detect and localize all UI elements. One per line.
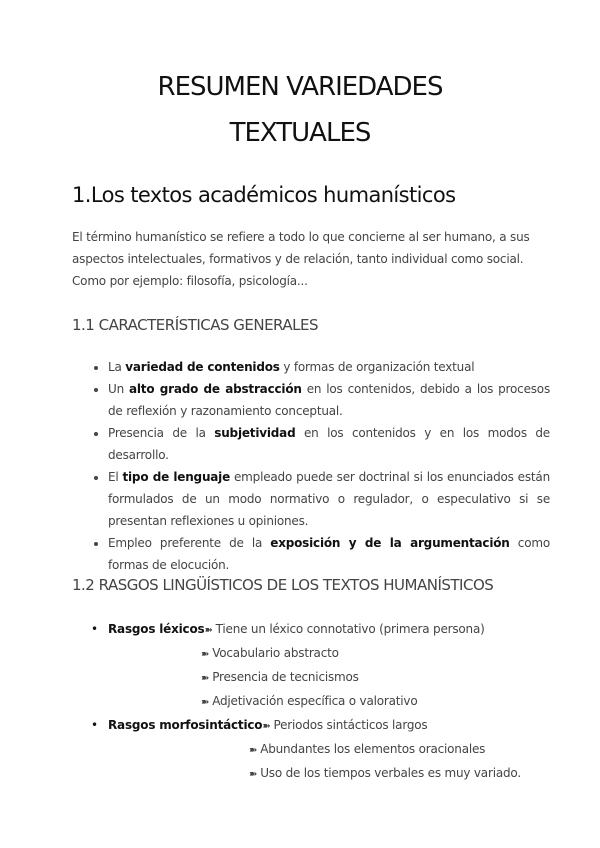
item-keyword: tipo de lenguaje [122,470,231,484]
list-item [108,356,550,378]
rasgos-lexicos-label: Rasgos léxicos [108,622,205,636]
arrow-icon: ➽ [262,721,271,732]
item-text: en los contenidos y en los modos de desarrollo. [108,426,550,462]
document-title-line-2: TEXTUALES [229,118,371,148]
sublist-item [201,690,568,714]
item-text: en los contenidos, debido a los procesos de reflexión y razonamiento conceptual. [108,382,550,418]
sublist-item [249,762,568,786]
item-keyword: subjetividad [214,426,296,440]
sublist-item-text: Adjetivación específica o valorativo [212,694,418,708]
item-text: La [108,360,126,374]
item-text: Un [108,382,129,396]
item-text: y formas de organización textual [279,360,475,374]
item-keyword: exposición y de la argumentación [270,536,510,550]
item-text: empleado puede ser doctrinal si los enunciados están formulados de un modo normativo o regulador, o especulativo si se presentan reflexiones u opiniones. [108,470,550,528]
list-item [108,422,550,466]
sublist-item [201,666,568,690]
list-item-lexicos [108,618,568,714]
rasgos-lexicos-first: Tiene un léxico connotativo (primera persona) [215,622,485,636]
lexicos-sublist [108,642,568,714]
rasgos-morfo-label: Rasgos morfosintáctico [108,718,263,732]
rasgos-morfo-first: Periodos sintácticos largos [273,718,428,732]
morfo-sublist [108,738,568,786]
document-title-line-1: RESUMEN VARIEDADES [157,72,443,102]
item-text: El [108,470,123,484]
intro-paragraph: El término humanístico se refiere a todo lo que concierne al ser humano, a sus aspectos intelectuales, formativos y de relación, tanto individual como social. Como por ejemplo: filosofía, psicología... [72,230,530,288]
arrow-icon: ➽ [249,745,258,756]
item-keyword: variedad de contenidos [125,360,280,374]
item-text: Presencia de la [108,426,215,440]
list-item [108,378,550,422]
section-title: 1.Los textos académicos humanísticos [72,183,456,207]
arrow-icon: ➽ [204,625,213,636]
sublist-item-text: Vocabulario abstracto [212,646,339,660]
sublist-item-text: Abundantes los elementos oracionales [260,742,486,756]
subsection-title-rasgos: 1.2 RASGOS LINGÜÍSTICOS DE LOS TEXTOS HUMANÍSTICOS [72,576,494,594]
item-keyword: alto grado de abstracción [128,382,302,396]
arrow-icon: ➽ [201,649,210,660]
sublist-item [249,738,568,762]
list-item-morfosintactico [108,714,568,786]
caracteristicas-list [88,356,550,576]
arrow-icon: ➽ [201,697,210,708]
subsection-title-caracteristicas: 1.1 CARACTERÍSTICAS GENERALES [72,316,318,334]
item-text: Empleo preferente de la [108,536,271,550]
list-item [108,466,550,532]
item-text: como formas de elocución. [108,536,550,572]
rasgos-list [88,618,568,786]
sublist-item-text: Uso de los tiempos verbales es muy variado. [260,766,521,780]
sublist-item-text: Presencia de tecnicismos [212,670,359,684]
arrow-icon: ➽ [201,673,210,684]
sublist-item [201,642,568,666]
document-title [0,0,600,156]
arrow-icon: ➽ [249,769,258,780]
list-item [108,532,550,576]
